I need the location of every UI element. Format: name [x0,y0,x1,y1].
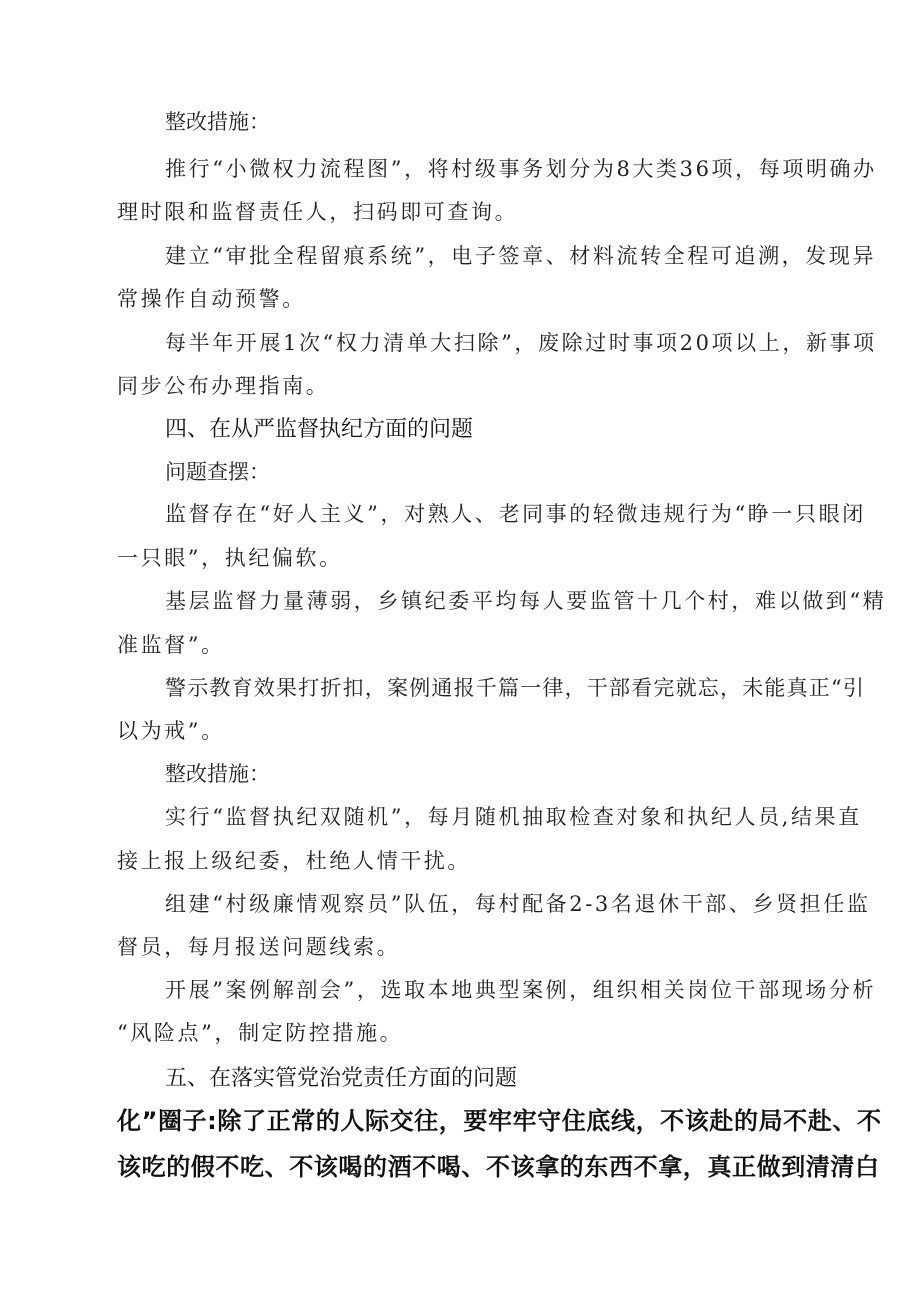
paragraph-line: 建立“审批全程留痕系统”，电子签章、材料流转全程可追溯，发现异 [165,244,877,268]
paragraph-line: 基层监督力量薄弱，乡镇纪委平均每人要监管十几个村，难以做到“精 [165,589,887,613]
paragraph-line: 接上报上级纪委，杜绝人情干扰。 [117,849,471,873]
paragraph-line: 同步公布办理指南。 [117,374,330,398]
paragraph-line: 警示教育效果打折扣，案例通报千篇一律，干部看完就忘，未能真正“引 [165,676,866,700]
paragraph-line: 组建“村级廉情观察员”队伍，每村配备2-3名退休干部、乡贤担任监 [165,892,871,916]
paragraph-line: “风险点”，制定防控措施。 [117,1021,404,1045]
overflow-paragraph-line: 化”圈子:除了正常的人际交往，要牢牢守住底线，不该赴的局不赴、不 [117,1107,882,1135]
paragraph-line: 开展”案例解剖会”，选取本地典型案例，组织相关岗位干部现场分析 [165,978,877,1002]
subheading-rectification-measures: 整改措施： [165,762,270,786]
paragraph-line: 监督存在“好人主义”，对熟人、老同事的轻微违规行为“睁一只眼闭 [165,502,866,526]
paragraph-line: 一只眼”，执纪偏软。 [117,546,343,570]
paragraph-line: 准监督”。 [117,633,225,657]
section-heading-4: 四、在从严监督执纪方面的问题 [165,417,474,442]
paragraph-line: 每半年开展1次“权力清单大扫除”，废除过时事项20项以上，新事项 [165,331,877,355]
paragraph-line: 常操作自动预警。 [117,287,306,311]
subheading-problem-check: 问题查摆： [165,460,270,484]
paragraph-line: 以为戒”。 [117,719,225,743]
subheading-rectification-measures: 整改措施： [165,110,270,134]
paragraph-line: 推行“小微权力流程图”，将村级事务划分为8大类36项，每项明确办 [165,157,877,181]
overflow-paragraph-line: 该吃的假不吃、不该喝的酒不喝、不该拿的东西不拿，真正做到清清白 [117,1153,880,1181]
paragraph-line: 督员，每月报送问题线索。 [117,935,401,959]
paragraph-line: 理时限和监督责任人，扫码即可查询。 [117,200,519,224]
paragraph-line: 实行“监督执纪双随机”，每月随机抽取检查对象和执纪人员,结果直 [165,805,862,829]
section-heading-5: 五、在落实管党治党责任方面的问题 [165,1066,518,1091]
